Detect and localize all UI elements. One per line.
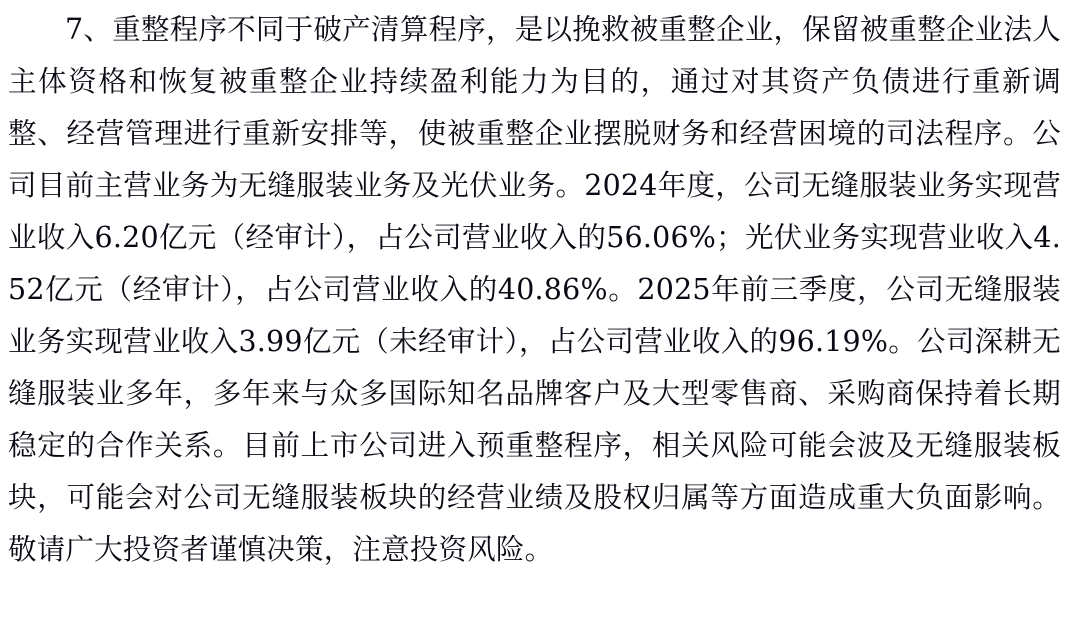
- document-paragraph: 7、重整程序不同于破产清算程序，是以挽救被重整企业，保留被重整企业法人主体资格和恢复被重整企业持续盈利能力为目的，通过对其资产负债进行重新调整、经营管理进行重新安排等，使被重整企业摆脱财务和经营困境的司法程序。公司目前主营业务为无缝服装业务及光伏业务。2024年度，公司无缝服装业务实现营业收入6.20亿元（经审计），占公司营业收入的56.06%；光伏业务实现营业收入4.52亿元（经审计），占公司营业收入的40.86%。2025年前三季度，公司无缝服装业务实现营业收入3.99亿元（未经审计），占公司营业收入的96.19%。公司深耕无缝服装业多年，多年来与众多国际知名品牌客户及大型零售商、采购商保持着长期稳定的合作关系。目前上市公司进入预重整程序，相关风险可能会波及无缝服装板块，可能会对公司无缝服装板块的经营业绩及股权归属等方面造成重大负面影响。敬请广大投资者谨慎决策，注意投资风险。: [8, 13, 1061, 566]
